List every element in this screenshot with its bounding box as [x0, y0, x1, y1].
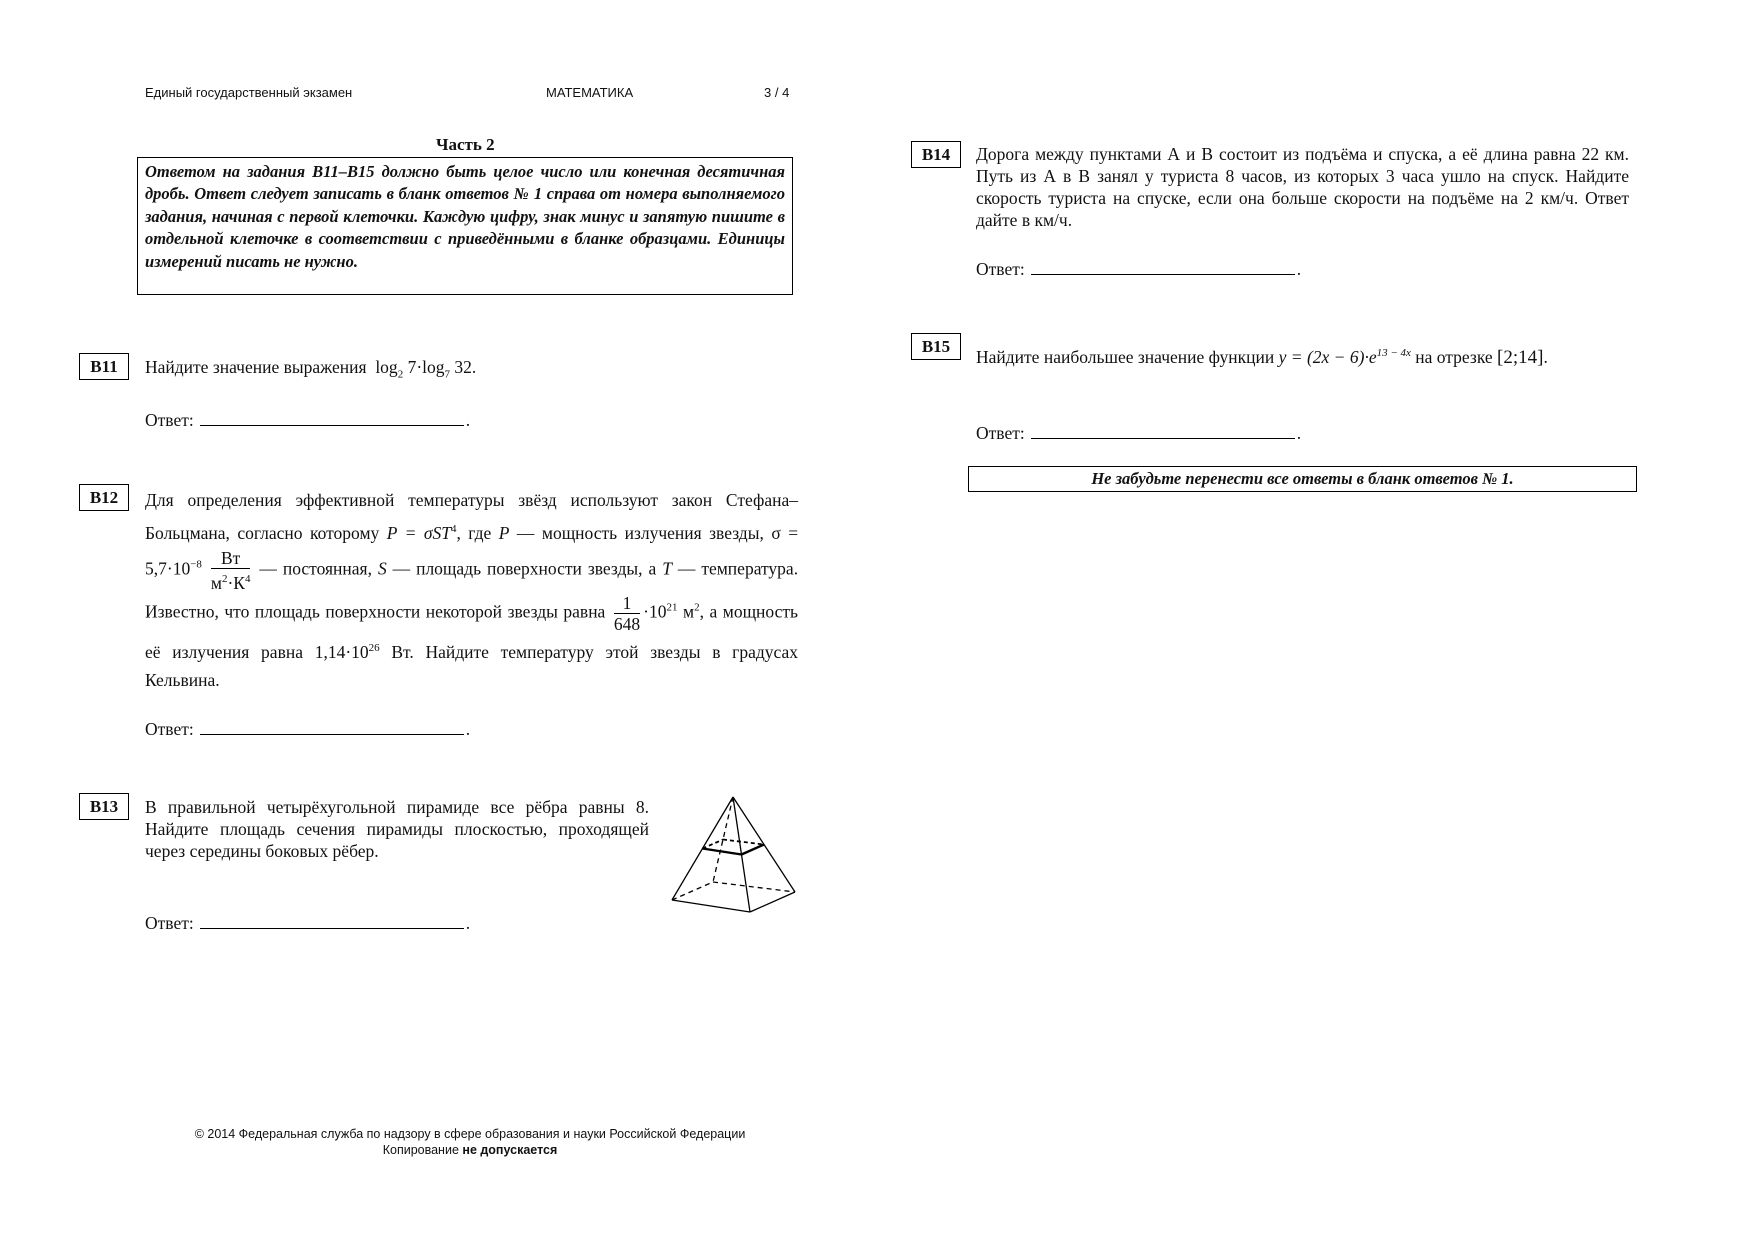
task-badge-b14: B14 [911, 141, 961, 168]
area-fraction: $\frac{1}{648}$ [613, 592, 641, 634]
task-badge-b15: B15 [911, 333, 961, 360]
task-b13-text: В правильной четырёхугольной пирамиде все рёбра равны 8. Найдите площадь сечения пирамиды плоскостью, проходящей через середины боковых рёбер. [145, 797, 649, 861]
part-title: Часть 2 [436, 135, 495, 154]
answer-line[interactable] [200, 912, 464, 929]
task-b15-text: Найдите наибольшее значение функции $y = (2x - 6)\cdot e^{13 - 4x}$ на отрезке [2;14]. [976, 346, 1548, 368]
header-page-number: 3 / 4 [764, 85, 790, 100]
answer-line[interactable] [1031, 258, 1295, 275]
answer-field-b11[interactable]: Ответ: . [145, 410, 471, 430]
header-exam-name: Единый государственный экзамен [145, 85, 353, 100]
answer-field-b14[interactable]: Ответ: . [976, 259, 1302, 279]
header-subject: МАТЕМАТИКА [546, 85, 634, 100]
footer-copy-notice: Копирование не допускается [382, 1143, 558, 1157]
task-badge-b11: B11 [79, 353, 129, 380]
answer-line[interactable] [200, 409, 464, 426]
b11-formula: $\log_2 7\cdot\log_7$ 32. [375, 357, 477, 381]
sigma-unit-fraction: $\frac{Вт}{м^2\cdot К^4}$ [210, 547, 251, 593]
footer-copyright: © 2014 Федеральная служба по надзору в сфере образования и науки Российской Федерации [194, 1127, 746, 1141]
task-b11-text: Найдите значение выражения $\log_2 7\cdot\log_7$ 32. [145, 357, 477, 381]
task-b14-text: Дорога между пунктами А и В состоит из подъёма и спуска, а её длина равна 22 км. Путь из А в В занял у туриста 8 часов, из которых 3 часа ушло на спуск. Найдите скорость туриста на спуске, если она больше скорости на подъёме на 2 км/ч. Ответ дайте в км/ч. [976, 144, 1629, 230]
answer-line[interactable] [1031, 422, 1295, 439]
task-b12-text: Для определения эффективной температуры звёзд используют закон Стефана–Больцмана, согласно которому P = σST$^4$, где P — мощность излучения звезды, $\sigma = 5,7\cdot 10^{-8}$ $\frac{Вт}{м^2\cdot К^4}$ — постоянная, S — площадь поверхности звезды, а T — температура. Известно, что площадь поверхности некоторой звезды равна $\frac{1}{648}$ $\cdot 10^{21}$ $м^2$, а мощность её излучения равна $1,14\cdot 10^{26}$ Вт. Найдите температуру этой звезды в градусах Кельвина. [145, 490, 799, 691]
b15-function: y = (2x − 6)·e [1278, 346, 1377, 367]
answer-field-b15[interactable]: Ответ: . [976, 423, 1302, 443]
answer-field-b12[interactable]: Ответ: . [145, 719, 471, 739]
answer-line[interactable] [200, 718, 464, 735]
pyramid-figure [665, 792, 801, 914]
reminder-box: Не забудьте перенести все ответы в бланк ответов № 1. [968, 466, 1637, 492]
task-badge-b13: B13 [79, 793, 129, 820]
answer-field-b13[interactable]: Ответ: . [145, 913, 471, 933]
task-badge-b12: B12 [79, 484, 129, 511]
b15-interval: [2;14] [1497, 346, 1544, 368]
instructions-box: Ответом на задания B11–B15 должно быть целое число или конечная десятичная дробь. Ответ следует записать в бланк ответов № 1 справа от номера выполняемого задания, начиная с первой клеточки. Каждую цифру, знак минус и запятую пишите в отдельной клеточке в соответствии с приведёнными в бланке образцами. Единицы измерений писать не нужно. [137, 157, 793, 295]
